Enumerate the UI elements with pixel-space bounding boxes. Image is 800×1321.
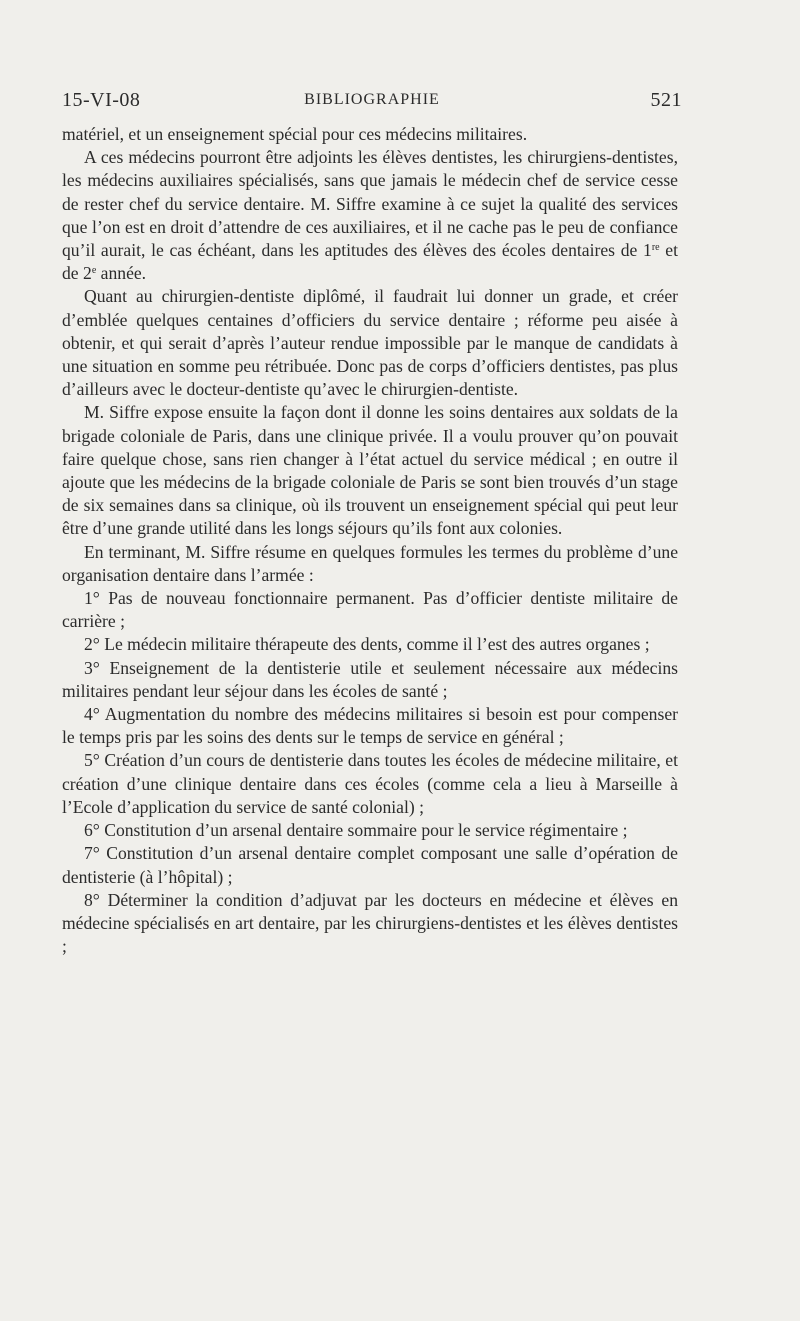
list-item: 5° Création d’un cours de dentisterie dans toutes les écoles de médecine militaire, et création d’une clinique dentaire dans ces écoles (comme cela a lieu à Marseille à l’Ecole d’application du service de santé colonial) ; — [62, 750, 678, 817]
paragraph: Quant au chirurgien-dentiste diplômé, il faudrait lui donner un grade, et créer d’emblée quelques centaines d’officiers du service dentaire ; réforme peu aisée à obtenir, et qui serait d’après l’auteur rendue impossible par le manque de candidats à une situation en somme peu rétribuée. Donc pas de corps d’officiers dentistes, pas plus d’ailleurs avec le docteur-dentiste qu’avec le chirurgien-dentiste. — [62, 286, 678, 400]
paragraph-text: A ces médecins pourront être adjoints les élèves dentistes, les chirurgiens-dentistes, les médecins auxiliaires spécialisés, sans que jamais le médecin chef de service cesse de rester chef du service dentaire. M. Siffre examine à ce sujet la qualité des services que l’on est en droit d’attendre de ces auxiliaires, et il ne cache pas le peu de confiance qu’il aurait, le cas échéant, dans les aptitudes des élèves des écoles dentaires de 1 — [62, 147, 678, 261]
paragraph-text: et de 2 — [62, 240, 678, 284]
body-text — [62, 123, 678, 958]
running-head — [62, 86, 682, 114]
list-item: 6° Constitution d’un arsenal dentaire sommaire pour le service régimentaire ; — [84, 820, 628, 841]
paragraph-text: année. — [96, 263, 147, 284]
list-item: 2° Le médecin militaire thérapeute des dents, comme il l’est des autres organes ; — [84, 634, 650, 655]
list-item: 8° Déterminer la condition d’adjuvat par les docteurs en médecine et élèves en médecine spécialisés en art dentaire, par les chirurgiens-dentistes et les élèves dentistes ; — [62, 889, 678, 957]
paragraph — [62, 146, 678, 285]
ordinal-superscript: re — [651, 242, 660, 254]
page-number: 521 — [650, 89, 682, 111]
paragraph: matériel, et un enseignement spécial pour ces médecins militaires. — [62, 124, 528, 144]
paragraph: M. Siffre expose ensuite la façon dont il donne les soins dentaires aux soldats de la brigade coloniale de Paris, dans une clinique privée. Il a voulu prouver qu’on pouvait faire quelque chose, sans rien changer à l’état actuel du service médical ; en outre il ajoute que les médecins de la brigade coloniale de Paris se sont bien trouvés d’un stage de six semaines dans sa clinique, où ils trouvent un enseignement spécial qui peut leur être d’une grande utilité dans les longs séjours qu’ils font aux colonies. — [62, 402, 678, 539]
list-item: 1° Pas de nouveau fonctionnaire permanent. Pas d’officier dentiste militaire de carrière ; — [62, 588, 678, 632]
header-section-title: BIBLIOGRAPHIE — [304, 91, 440, 108]
paragraph: En terminant, M. Siffre résume en quelques formules les termes du problème d’une organisation dentaire dans l’armée : — [62, 541, 678, 585]
ordinal-superscript: e — [91, 265, 97, 277]
list-item: 3° Enseignement de la dentisterie utile et seulement nécessaire aux médecins militaires pendant leur séjour dans les écoles de santé ; — [62, 657, 678, 701]
list-item: 7° Constitution d’un arsenal dentaire complet composant une salle d’opération de dentisterie (à l’hôpital) ; — [62, 843, 678, 887]
list-item: 4° Augmentation du nombre des médecins militaires si besoin est pour compenser le temps pris par les soins des dents sur le temps de service en général ; — [62, 704, 678, 748]
header-date: 15-VI-08 — [62, 89, 141, 111]
